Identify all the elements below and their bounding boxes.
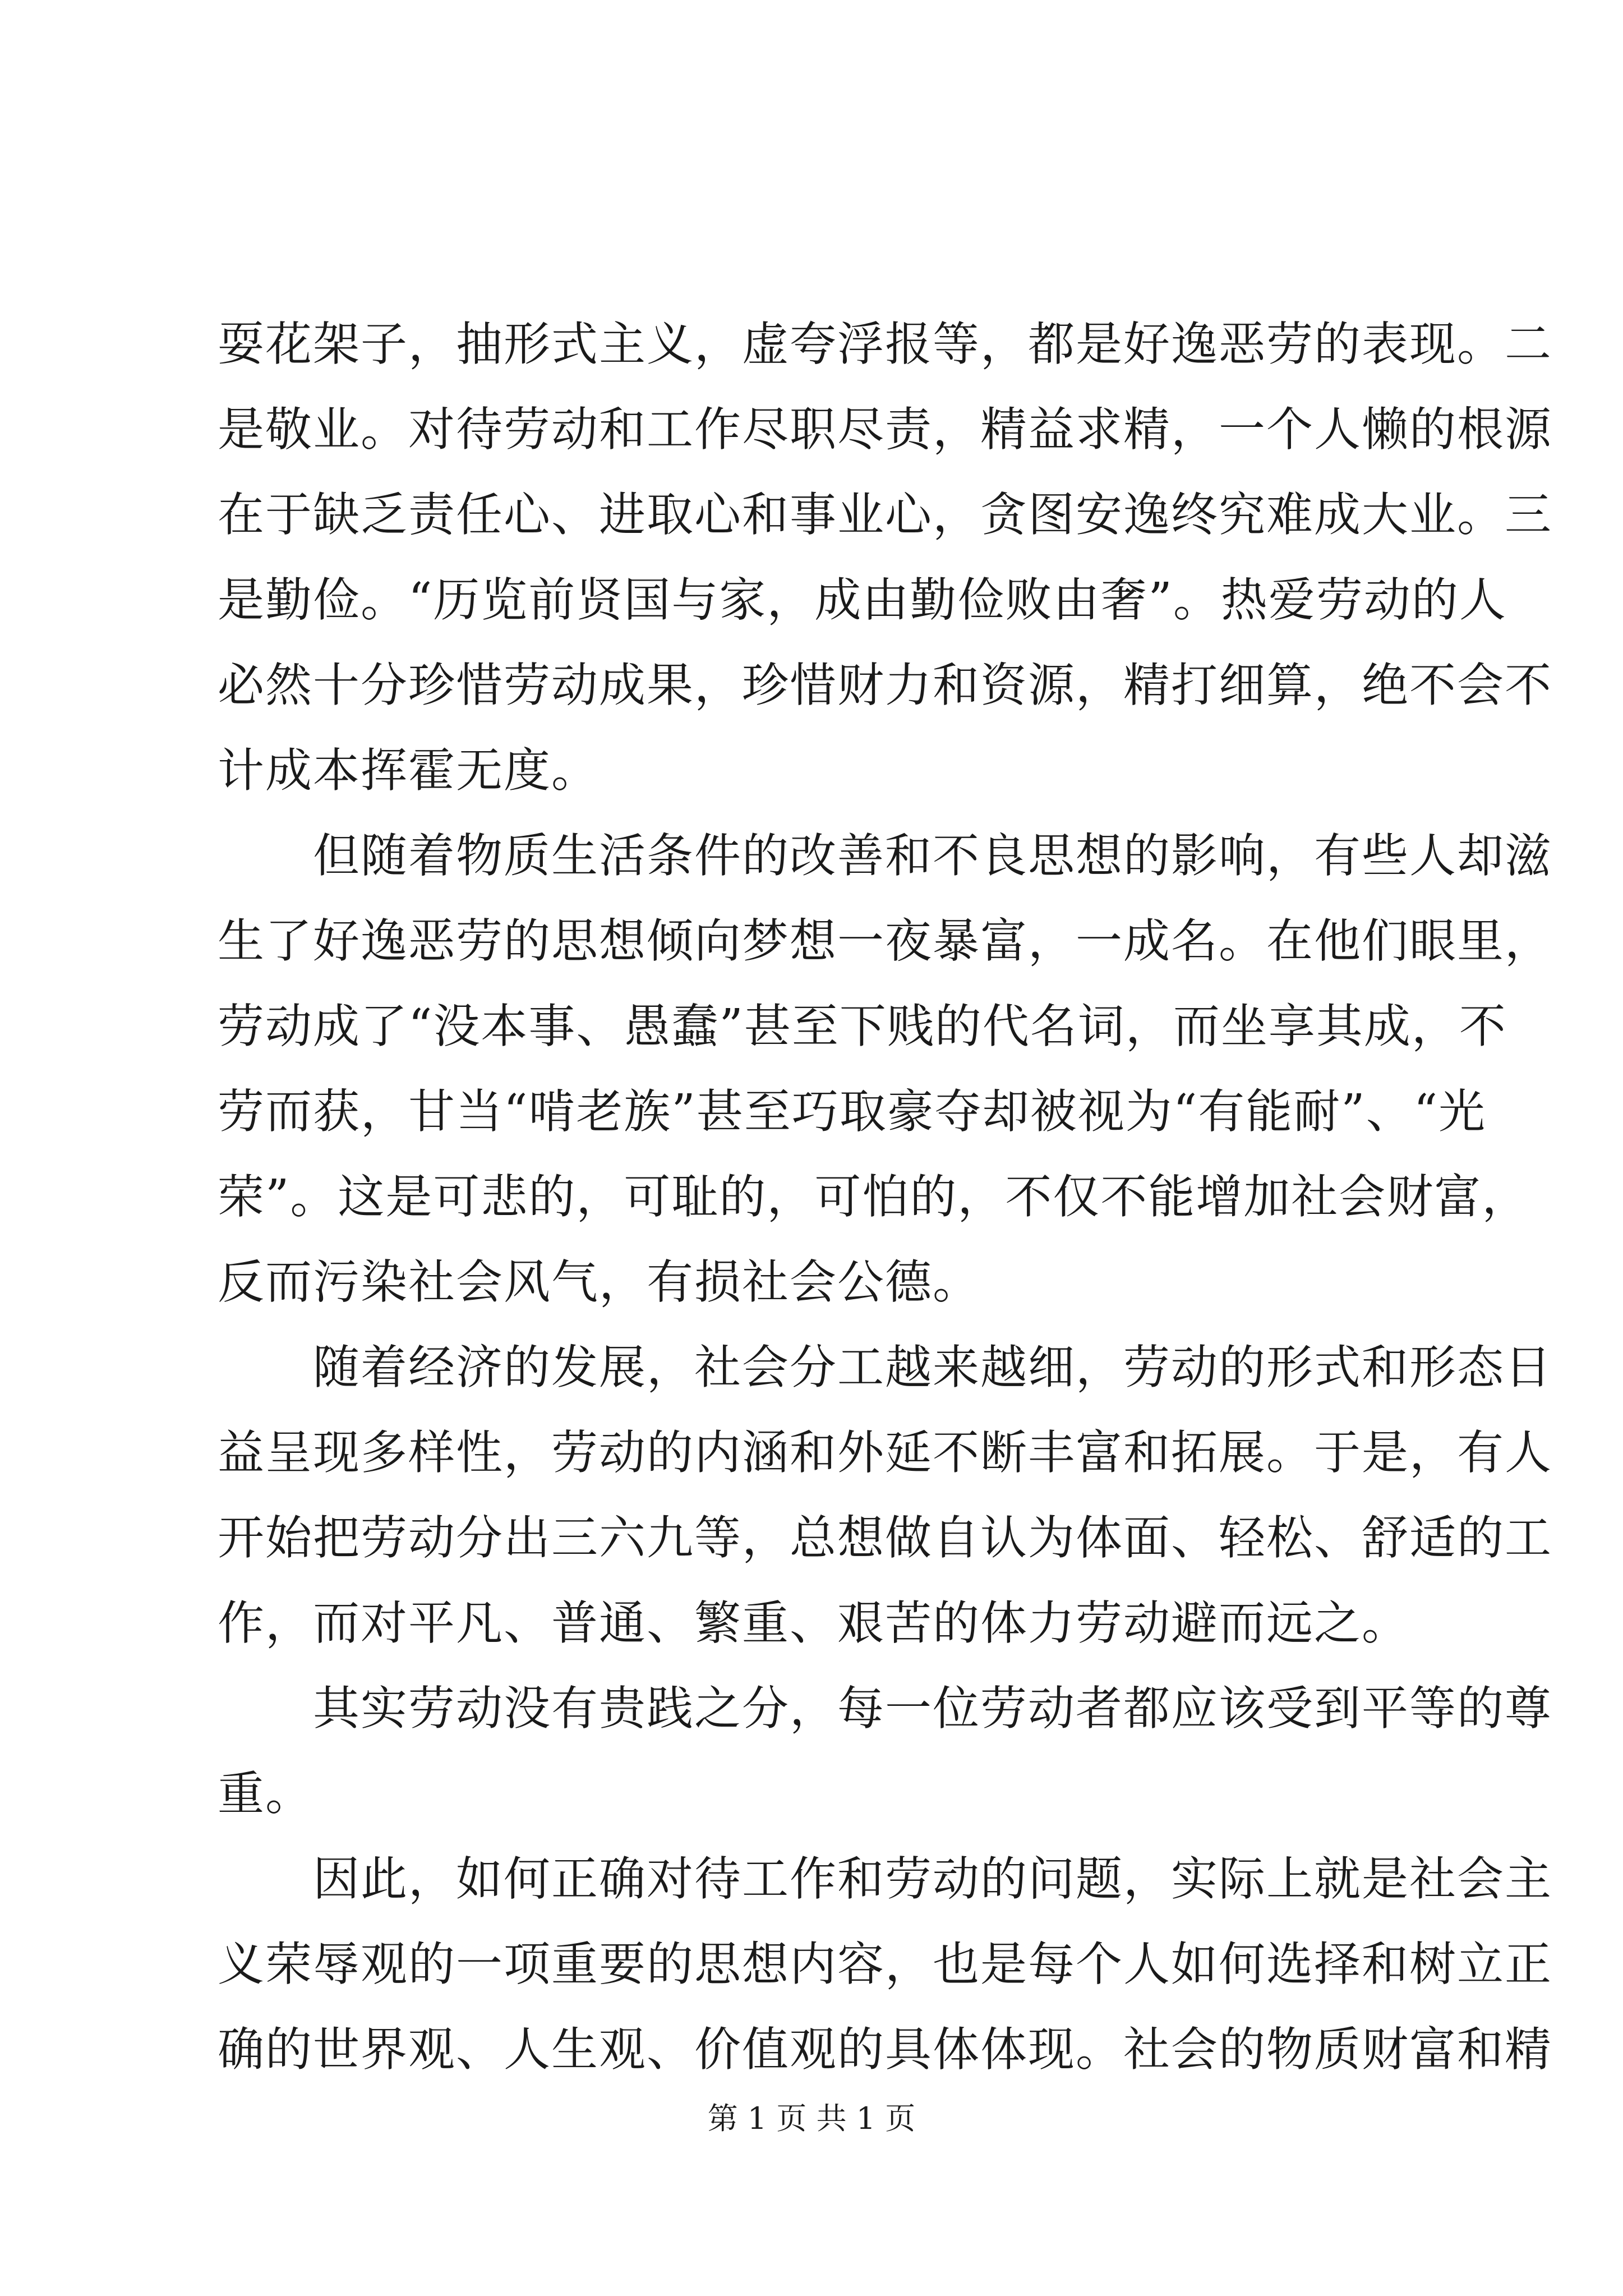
text-line: 荣”。这是可悲的，可耻的，可怕的，不仅不能增加社会财富， (218, 1170, 1530, 1224)
text-line: 劳动成了“没本事、愚蠢”甚至下贱的代名词，而坐享其成，不 (218, 999, 1507, 1053)
text-line: 计成本挥霍无度。 (218, 743, 599, 798)
text-line: 作，而对平凡、普通、繁重、艰苦的体力劳动避而远之。 (218, 1596, 1409, 1650)
text-line: 在于缺乏责任心、进取心和事业心，贪图安逸终究难成大业。三 (218, 487, 1552, 542)
text-line: 生了好逸恶劳的思想倾向梦想一夜暴富，一成名。在他们眼里， (218, 914, 1552, 968)
body-text (218, 302, 1552, 2092)
text-line: 益呈现多样性，劳动的内涵和外延不断丰富和拓展。于是，有人 (218, 1425, 1552, 1480)
text-line: 其实劳动没有贵践之分，每一位劳动者都应该受到平等的尊 (218, 1681, 1552, 1736)
text-line: 是敬业。对待劳动和工作尽职尽责，精益求精，一个人懒的根源 (218, 402, 1552, 457)
text-line: 必然十分珍惜劳动成果，珍惜财力和资源，精打细算，绝不会不 (218, 658, 1552, 712)
text-line: 耍花架子，抽形式主义，虚夸浮报等，都是好逸恶劳的表现。二 (218, 317, 1552, 371)
text-line: 随着经济的发展，社会分工越来越细，劳动的形式和形态日 (218, 1340, 1552, 1395)
page-footer: 第 1 页 共 1 页 (707, 2101, 916, 2136)
text-line: 因此，如何正确对待工作和劳动的问题，实际上就是社会主 (218, 1852, 1552, 1906)
text-line: 重。 (218, 1766, 313, 1821)
text-line: 但随着物质生活条件的改善和不良思想的影响，有些人却滋 (218, 829, 1552, 883)
text-line: 是勤俭。“历览前贤国与家，成由勤俭败由奢”。热爱劳动的人 (218, 573, 1507, 627)
text-line: 开始把劳动分出三六九等，总想做自认为体面、轻松、舒适的工 (218, 1511, 1552, 1565)
text-line: 确的世界观、人生观、价值观的具体体现。社会的物质财富和精 (218, 2022, 1552, 2077)
text-line: 义荣辱观的一项重要的思想内容，也是每个人如何选择和树立正 (218, 1937, 1552, 1991)
text-line: 劳而获，甘当“啃老族”甚至巧取豪夺却被视为“有能耐”、“光 (218, 1084, 1487, 1139)
text-line: 反而污染社会风气，有损社会公德。 (218, 1255, 980, 1309)
